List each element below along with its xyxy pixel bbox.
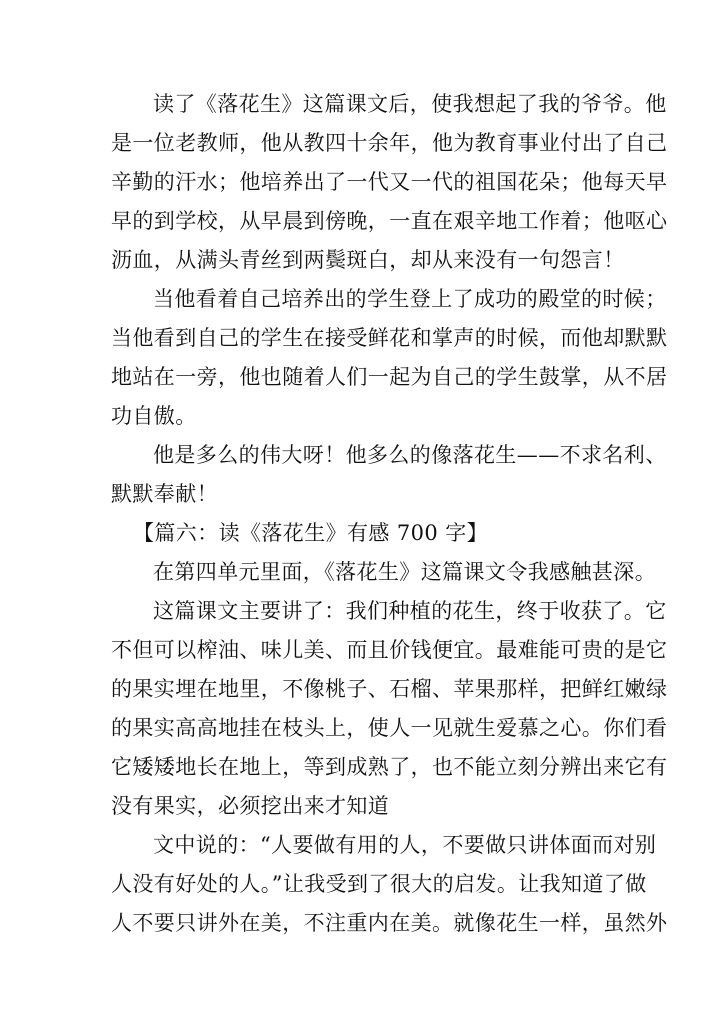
paragraph-5-line-3: 的果实埋在地里，不像桃子、石榴、苹果那样，把鲜红嫩绿	[111, 677, 668, 701]
paragraph-2-line-1: 当他看着自己培养出的学生登上了成功的殿堂的时候；	[153, 287, 667, 311]
paragraph-5-line-6: 没有果实，必须挖出来才知道	[111, 794, 390, 818]
paragraph-6-line-1: 文中说的：“人要做有用的人，不要做只讲体面而对别	[153, 833, 657, 857]
paragraph-3-line-2: 默默奉献！	[111, 482, 218, 506]
paragraph-1-line-4: 早的到学校，从早晨到傍晚，一直在艰辛地工作着；他呕心	[111, 209, 668, 233]
section-heading: 【篇六：读《落花生》有感 700 字】	[133, 521, 489, 545]
paragraph-6-line-2: 人没有好处的人。”让我受到了很大的启发。让我知道了做	[111, 872, 647, 896]
paragraph-2-line-3: 地站在一旁，他也随着人们一起为自己的学生鼓掌，从不居	[111, 365, 668, 389]
paragraph-1-line-1: 读了《落花生》这篇课文后，使我想起了我的爷爷。他	[153, 92, 667, 116]
paragraph-6-line-3: 人不要只讲外在美，不注重内在美。就像花生一样，虽然外	[111, 911, 668, 935]
paragraph-5-line-2: 不但可以榨油、味儿美、而且价钱便宜。最难能可贵的是它	[111, 638, 668, 662]
paragraph-5-line-1: 这篇课文主要讲了：我们种植的花生，终于收获了。它	[153, 599, 667, 623]
paragraph-1-line-3: 辛勤的汗水；他培养出了一代又一代的祖国花朵；他每天早	[111, 170, 668, 194]
paragraph-5-line-5: 它矮矮地长在地上，等到成熟了，也不能立刻分辨出来它有	[111, 755, 668, 779]
paragraph-5-line-4: 的果实高高地挂在枝头上，使人一见就生爱慕之心。你们看	[111, 716, 668, 740]
paragraph-1-line-2: 是一位老教师，他从教四十余年，他为教育事业付出了自己	[111, 131, 668, 155]
paragraph-4-line-1: 在第四单元里面，《落花生》这篇课文令我感触甚深。	[153, 560, 657, 584]
paragraph-1-line-5: 沥血，从满头青丝到两鬓斑白，却从来没有一句怨言！	[111, 248, 625, 272]
paragraph-3-line-1: 他是多么的伟大呀！他多么的像落花生——不求名利、	[153, 443, 667, 467]
paragraph-2-line-4: 功自傲。	[111, 404, 197, 428]
paragraph-2-line-2: 当他看到自己的学生在接受鲜花和掌声的时候，而他却默默	[111, 326, 668, 350]
